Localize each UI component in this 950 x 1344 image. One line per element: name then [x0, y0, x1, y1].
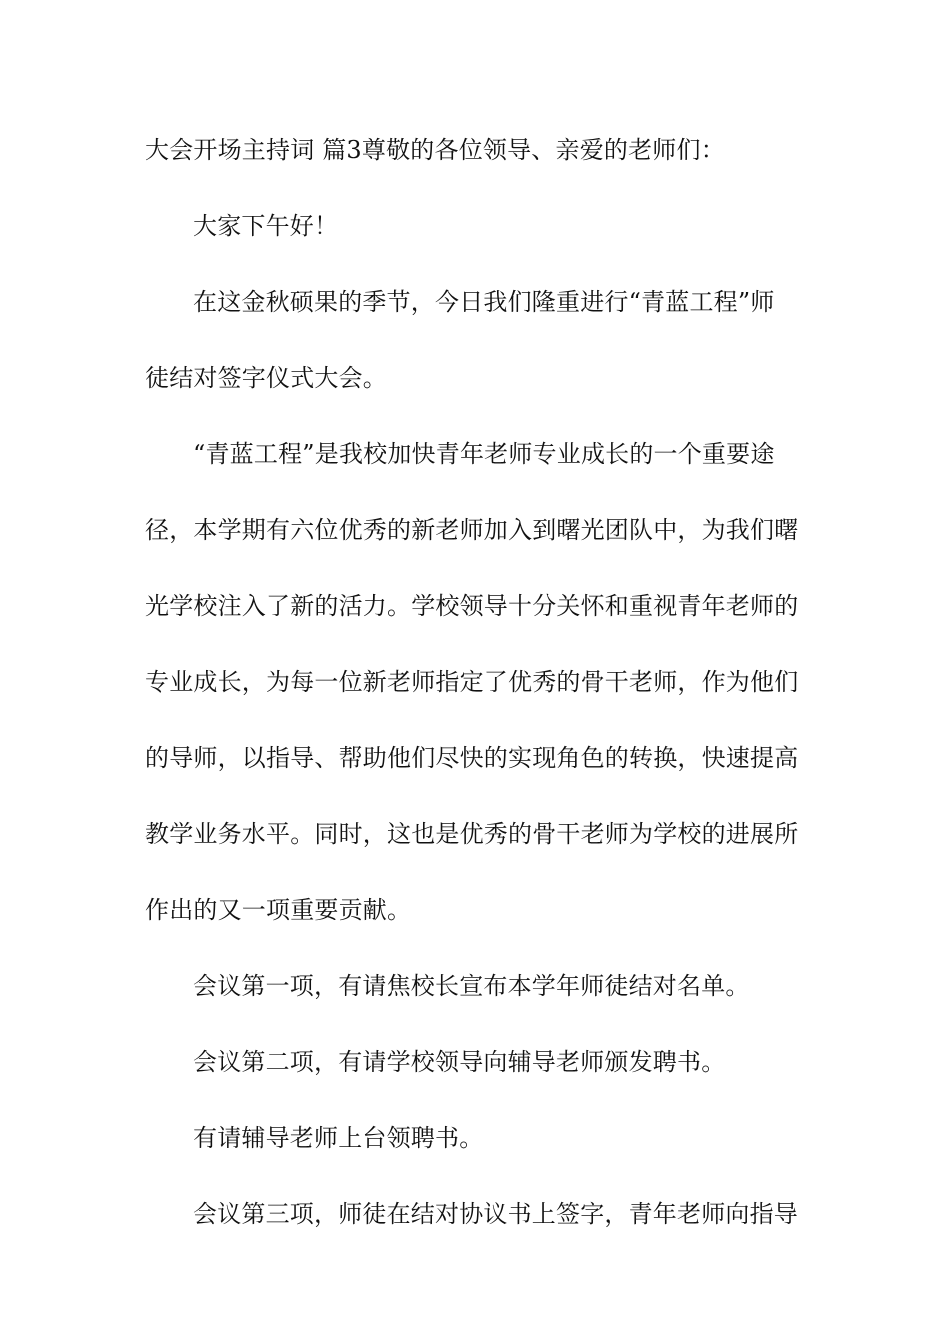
agenda-item-2: 会议第二项，有请学校领导向辅导老师颁发聘书。	[193, 1048, 726, 1076]
paragraph-line: 在这金秋硕果的季节，今日我们隆重进行“青蓝工程”师	[193, 288, 775, 316]
paragraph-line: 光学校注入了新的活力。学校领导十分关怀和重视青年老师的	[145, 592, 799, 620]
paragraph-line: 的导师，以指导、帮助他们尽快的实现角色的转换，快速提高	[145, 744, 799, 772]
paragraph-line: 作出的又一项重要贡献。	[145, 896, 412, 924]
agenda-item-1: 会议第一项，有请焦校长宣布本学年师徒结对名单。	[193, 972, 750, 1000]
agenda-note: 有请辅导老师上台领聘书。	[193, 1124, 484, 1152]
paragraph-line: 专业成长，为每一位新老师指定了优秀的骨干老师，作为他们	[145, 668, 799, 696]
agenda-item-3: 会议第三项，师徒在结对协议书上签字，青年老师向指导	[193, 1200, 798, 1228]
greeting-line: 大家下午好！	[193, 212, 339, 240]
paragraph-line: “青蓝工程”是我校加快青年老师专业成长的一个重要途	[193, 440, 775, 468]
paragraph-line: 徒结对签字仪式大会。	[145, 364, 387, 392]
heading-line: 大会开场主持词 篇3尊敬的各位领导、亲爱的老师们：	[145, 136, 725, 164]
paragraph-line: 径，本学期有六位优秀的新老师加入到曙光团队中，为我们曙	[145, 516, 799, 544]
paragraph-line: 教学业务水平。同时，这也是优秀的骨干老师为学校的进展所	[145, 820, 799, 848]
